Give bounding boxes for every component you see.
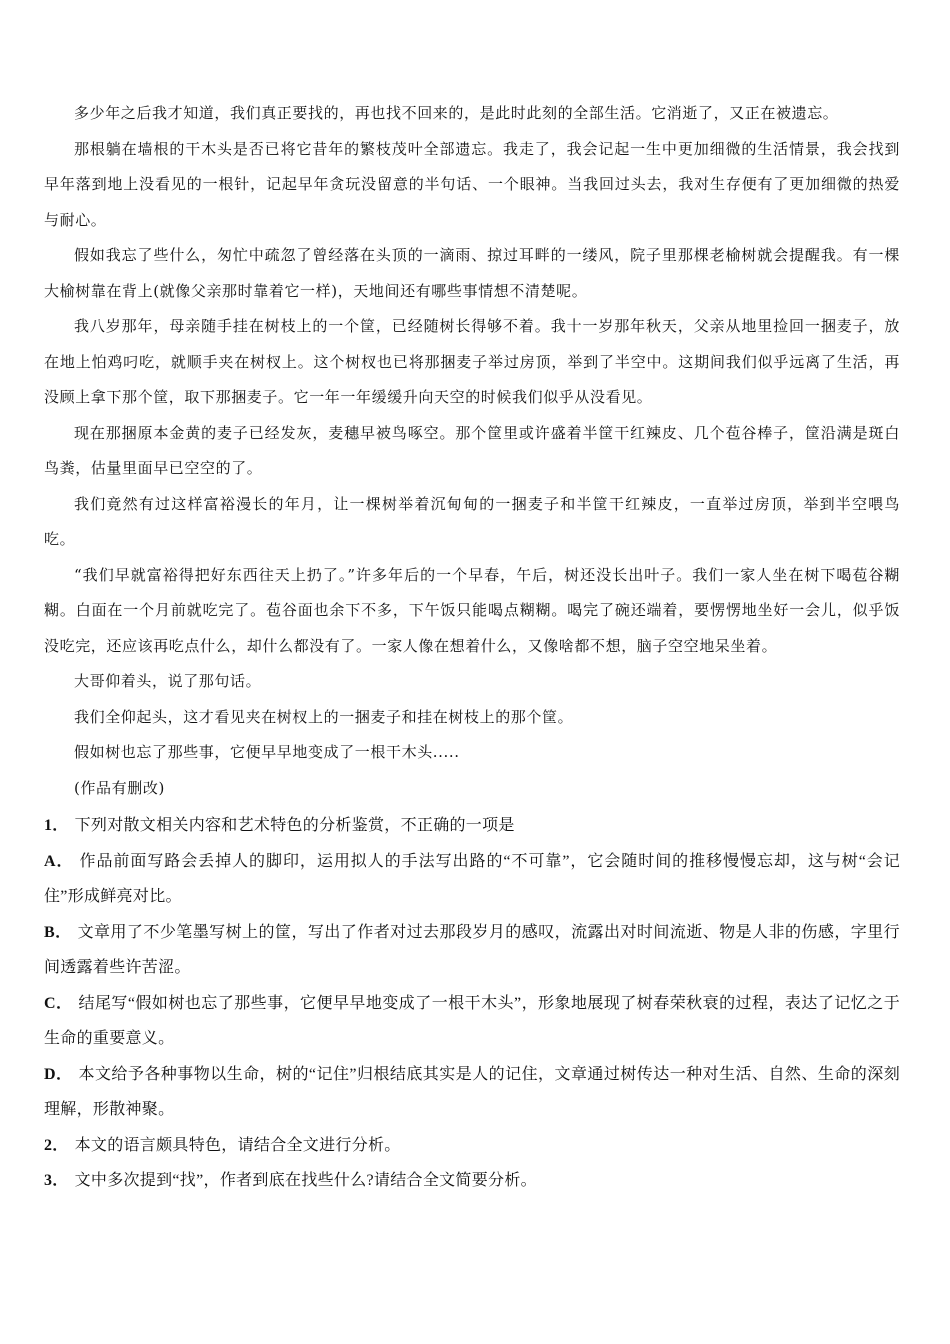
question-list	[44, 808, 900, 1199]
question-3	[44, 1163, 900, 1199]
option-c	[44, 986, 900, 1057]
question-label: 1．	[44, 817, 69, 834]
document-page	[44, 96, 900, 1199]
option-label: D．	[44, 1065, 73, 1083]
question-1	[44, 808, 900, 844]
option-b	[44, 915, 900, 986]
essay-paragraph: “我们早就富裕得把好东西往天上扔了。”许多年后的一个早春，午后，树还没长出叶子。我们一家人坐在树下喝苞谷糊糊。白面在一个月前就吃完了。苞谷面也余下不多，下午饭只能喝点糊糊。喝完了碗还端着，要愣愣地坐好一会儿，似乎饭没吃完，还应该再吃点什么，却什么都没有了。一家人像在想着什么，又像啥都不想，脑子空空地呆坐着。	[44, 565, 900, 655]
option-label: B．	[44, 923, 72, 941]
source-note: (作品有删改)	[74, 778, 165, 797]
question-2	[44, 1128, 900, 1164]
question-text: 下列对散文相关内容和艺术特色的分析鉴赏，不正确的一项是	[74, 817, 515, 834]
essay-paragraph: 那根躺在墙根的干木头是否已将它昔年的繁枝茂叶全部遗忘。我走了，我会记起一生中更加细微的生活情景，我会找到早年落到地上没看见的一根针，记起早年贪玩没留意的半句话、一个眼神。当我回过头去，我对生存便有了更加细微的热爱与耐心。	[44, 139, 900, 229]
essay-paragraph: 大哥仰着头，说了那句话。	[74, 672, 262, 690]
option-a	[44, 844, 900, 915]
essay-body	[44, 96, 900, 806]
option-text: 文章用了不少笔墨写树上的筐，写出了作者对过去那段岁月的感叹，流露出对时间流逝、物是人非的伤感，字里行间透露着些许苦涩。	[44, 923, 900, 976]
option-label: C．	[44, 994, 73, 1012]
question-label: 2．	[44, 1136, 69, 1154]
question-text: 文中多次提到“找”，作者到底在找些什么?请结合全文简要分析。	[74, 1172, 537, 1189]
essay-paragraph: 多少年之后我才知道，我们真正要找的，再也找不回来的，是此时此刻的全部生活。它消逝了，又正在被遗忘。	[74, 104, 839, 122]
question-text: 本文的语言颇具特色，请结合全文进行分析。	[74, 1136, 401, 1154]
essay-paragraph: 假如我忘了些什么，匆忙中疏忽了曾经落在头顶的一滴雨、掠过耳畔的一缕风，院子里那棵老榆树就会提醒我。有一棵大榆树靠在背上(就像父亲那时靠着它一样)，天地间还有哪些事情想不清楚呢。	[44, 246, 900, 300]
option-label: A．	[44, 852, 74, 870]
essay-paragraph: 我们全仰起头，这才看见夹在树杈上的一捆麦子和挂在树枝上的那个筐。	[74, 707, 574, 726]
question-label: 3．	[44, 1172, 69, 1189]
option-d	[44, 1057, 900, 1128]
essay-paragraph: 现在那捆原本金黄的麦子已经发灰，麦穗早被鸟啄空。那个筐里或许盛着半筐干红辣皮、几个苞谷棒子，筐沿满是斑白鸟粪，估量里面早已空空的了。	[44, 423, 900, 477]
option-text: 作品前面写路会丢掉人的脚印，运用拟人的手法写出路的“不可靠”，它会随时间的推移慢慢忘却，这与树“会记住”形成鲜亮对比。	[44, 852, 901, 905]
essay-paragraph: 我八岁那年，母亲随手挂在树枝上的一个筐，已经随树长得够不着。我十一岁那年秋天，父亲从地里捡回一捆麦子，放在地上怕鸡叼吃，就顺手夹在树杈上。这个树杈也已将那捆麦子举过房顶，举到了半空中。这期间我们似乎远离了生活，再没顾上拿下那个筐，取下那捆麦子。它一年一年缓缓升向天空的时候我们似乎从没看见。	[44, 317, 900, 406]
essay-paragraph: 假如树也忘了那些事，它便早早地变成了一根干木头.....	[74, 743, 460, 761]
essay-paragraph: 我们竟然有过这样富裕漫长的年月，让一棵树举着沉甸甸的一捆麦子和半筐干红辣皮，一直举过房顶，举到半空喂鸟吃。	[44, 494, 900, 548]
option-text: 本文给予各种事物以生命，树的“记住”归根结底其实是人的记住，文章通过树传达一种对生活、自然、生命的深刻理解，形散神聚。	[44, 1065, 900, 1118]
option-text: 结尾写“假如树也忘了那些事，它便早早地变成了一根干木头”，形象地展现了树春荣秋衰的过程，表达了记忆之于生命的重要意义。	[44, 994, 900, 1047]
